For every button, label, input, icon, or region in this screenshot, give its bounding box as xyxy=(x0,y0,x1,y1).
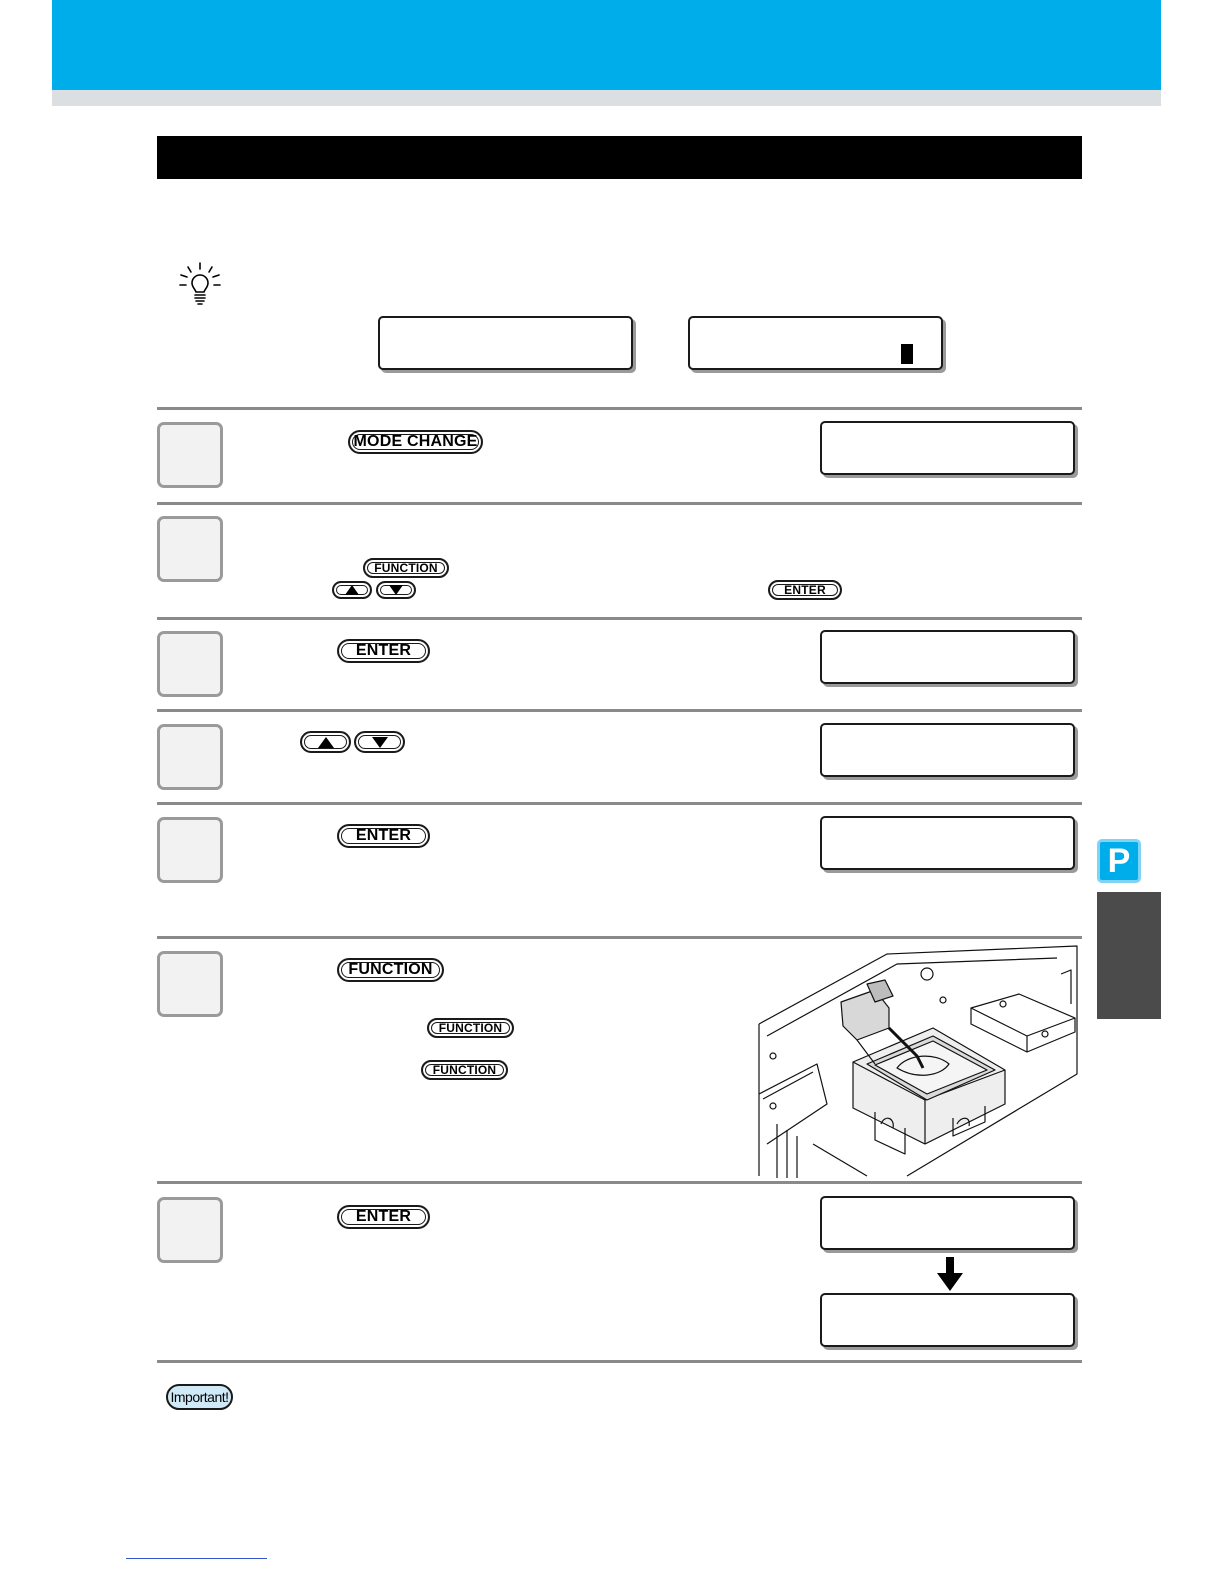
mode-change-key[interactable]: MODE CHANGE xyxy=(348,430,483,454)
function-key[interactable]: FUNCTION xyxy=(337,958,444,982)
section-bottom-rule xyxy=(157,1360,1082,1363)
step-divider xyxy=(157,617,1082,620)
important-badge: Important! xyxy=(166,1384,233,1410)
lcd-cursor xyxy=(901,344,913,364)
step-number-box-3 xyxy=(157,631,223,697)
step-divider xyxy=(157,709,1082,712)
lcd-display-step-4 xyxy=(820,723,1075,777)
chapter-p-badge xyxy=(1097,839,1141,883)
up-arrow-key[interactable] xyxy=(332,581,372,599)
capping-station-illustration xyxy=(757,944,1081,1178)
down-arrow-key[interactable] xyxy=(376,581,416,599)
lcd-display-step-7-before xyxy=(820,1196,1075,1250)
chapter-side-tab xyxy=(1097,892,1161,1019)
step-number-box-1 xyxy=(157,422,223,488)
flow-down-arrow-icon xyxy=(935,1257,965,1291)
function-key-small[interactable]: FUNCTION xyxy=(421,1060,508,1080)
lcd-display-step-7-after xyxy=(820,1293,1075,1347)
step-divider xyxy=(157,1181,1082,1184)
lcd-display-step-5 xyxy=(820,816,1075,870)
enter-key[interactable]: ENTER xyxy=(337,824,430,848)
lcd-display-step-3 xyxy=(820,630,1075,684)
step-divider xyxy=(157,802,1082,805)
up-arrow-icon xyxy=(318,737,334,748)
step-number-box-2 xyxy=(157,516,223,582)
up-arrow-icon xyxy=(345,585,359,595)
chapter-letter: P xyxy=(1107,842,1131,880)
step-number-box-4 xyxy=(157,724,223,790)
down-arrow-icon xyxy=(372,737,388,748)
lcd-display-step-1 xyxy=(820,421,1075,475)
step-divider xyxy=(157,936,1082,939)
enter-key[interactable]: ENTER xyxy=(337,1205,430,1229)
footer-link-underline[interactable] xyxy=(126,1558,267,1559)
enter-key-small[interactable]: ENTER xyxy=(768,580,842,600)
function-key-small[interactable]: FUNCTION xyxy=(363,558,449,578)
header-shadow xyxy=(52,90,1161,106)
step-divider xyxy=(157,502,1082,505)
function-key-small[interactable]: FUNCTION xyxy=(427,1018,514,1038)
down-arrow-key[interactable] xyxy=(354,731,405,753)
header-band xyxy=(52,0,1161,90)
step-number-box-5 xyxy=(157,817,223,883)
lcd-display-intro-left xyxy=(378,316,633,370)
lcd-display-intro-right xyxy=(688,316,943,370)
step-number-box-6 xyxy=(157,951,223,1017)
lightbulb-icon xyxy=(178,261,222,307)
section-title-bar xyxy=(157,136,1082,179)
enter-key[interactable]: ENTER xyxy=(337,639,430,663)
up-arrow-key[interactable] xyxy=(300,731,351,753)
down-arrow-icon xyxy=(389,585,403,595)
step-divider xyxy=(157,407,1082,410)
step-number-box-7 xyxy=(157,1197,223,1263)
